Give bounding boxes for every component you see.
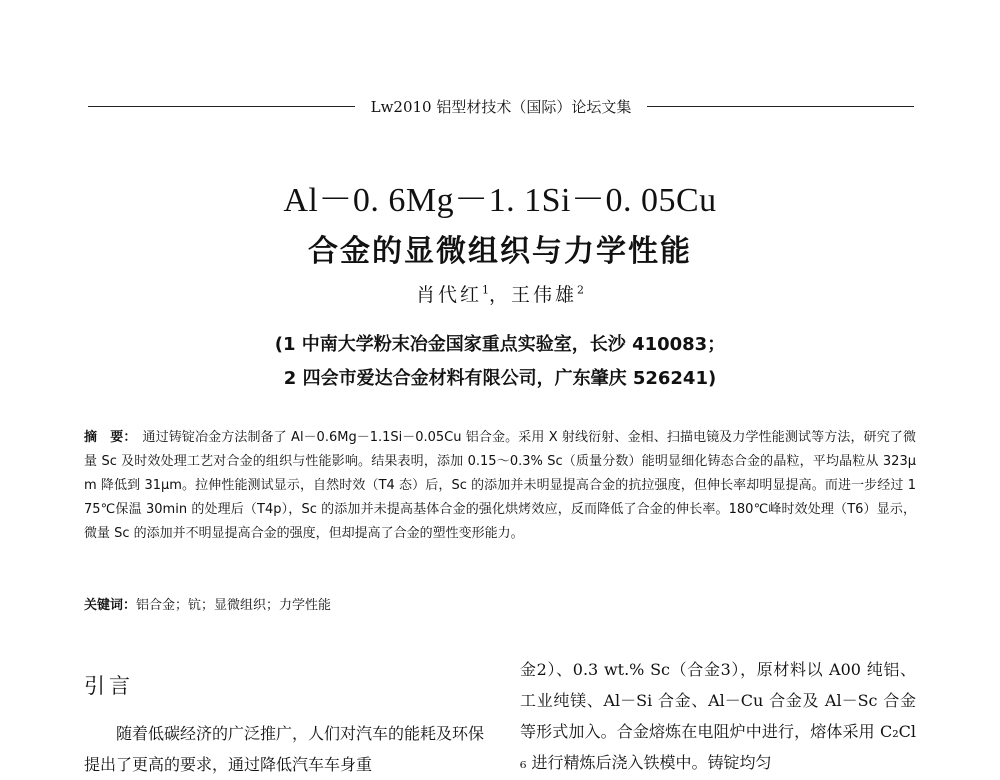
- body-column-right: [520, 654, 916, 778]
- author-affiliation-mark: 2: [577, 283, 585, 297]
- abstract-label: 摘 要：: [84, 430, 137, 445]
- author-name: 王伟雄: [511, 284, 578, 306]
- keywords: [84, 594, 916, 618]
- keywords-label: 关键词：: [84, 598, 137, 613]
- paper-title: 合金的显微组织与力学性能: [308, 234, 692, 269]
- keywords-text: 铝合金；钪；显微组织；力学性能: [136, 598, 332, 613]
- author-separator: ，: [488, 284, 511, 306]
- body-paragraph: 金2）、0.3 wt.% Sc（合金3），原材料以 A00 纯铝、工业纯镁、Al－Si 合金、Al－Cu 合金及 Al－Sc 合金等形式加入。合金熔炼在电阻炉中进行，熔体采用 C₂Cl₆ 进行精炼后浇入铁模中。铸锭均匀: [520, 660, 916, 772]
- section-heading: 引言: [84, 674, 134, 698]
- affiliation-line: (1 中南大学粉末冶金国家重点实验室，长沙 410083；: [274, 334, 726, 355]
- abstract: [84, 426, 916, 546]
- body-paragraph: 随着低碳经济的广泛推广，人们对汽车的能耗及环保提出了更高的要求，通过降低汽车车身重: [84, 724, 485, 774]
- author-affiliation-mark: 1: [481, 283, 489, 297]
- running-title: Lw2010 铝型材技术（国际）论坛文集: [370, 97, 632, 116]
- header-rule-left: [88, 106, 355, 107]
- abstract-text: 通过铸锭冶金方法制备了 Al－0.6Mg－1.1Si－0.05Cu 铝合金。采用 X 射线衍射、金相、扫描电镜及力学性能测试等方法，研究了微量 Sc 及时效处理工艺对合金的组织与性能影响。结果表明，添加 0.15～0.3% Sc（质量分数）能明显细化铸态合金的晶粒，平均晶粒从 323μm 降低到 31μm。拉伸性能测试显示，自然时效（T4 态）后，Sc 的添加并未明显提高合金的抗拉强度，但伸长率却明显提高。而进一步经过 175℃保温 30min 的处理后（T4p），Sc 的添加并未提高基体合金的强化烘烤效应，反而降低了合金的伸长率。180℃峰时效处理（T6）显示，微量 Sc 的添加并不明显提高合金的强度，但却提高了合金的塑性变形能力。: [84, 430, 916, 541]
- body-column-left: [84, 664, 484, 780]
- affiliation-line: 2 四会市爱达合金材料有限公司，广东肇庆 526241): [283, 368, 717, 389]
- author-name: 肖代红: [415, 284, 482, 306]
- running-header: [88, 96, 914, 116]
- paper-title-formula: Al－0. 6Mg－1. 1Si－0. 05Cu: [283, 182, 717, 219]
- header-rule-right: [647, 106, 914, 107]
- author-list: [0, 280, 1000, 307]
